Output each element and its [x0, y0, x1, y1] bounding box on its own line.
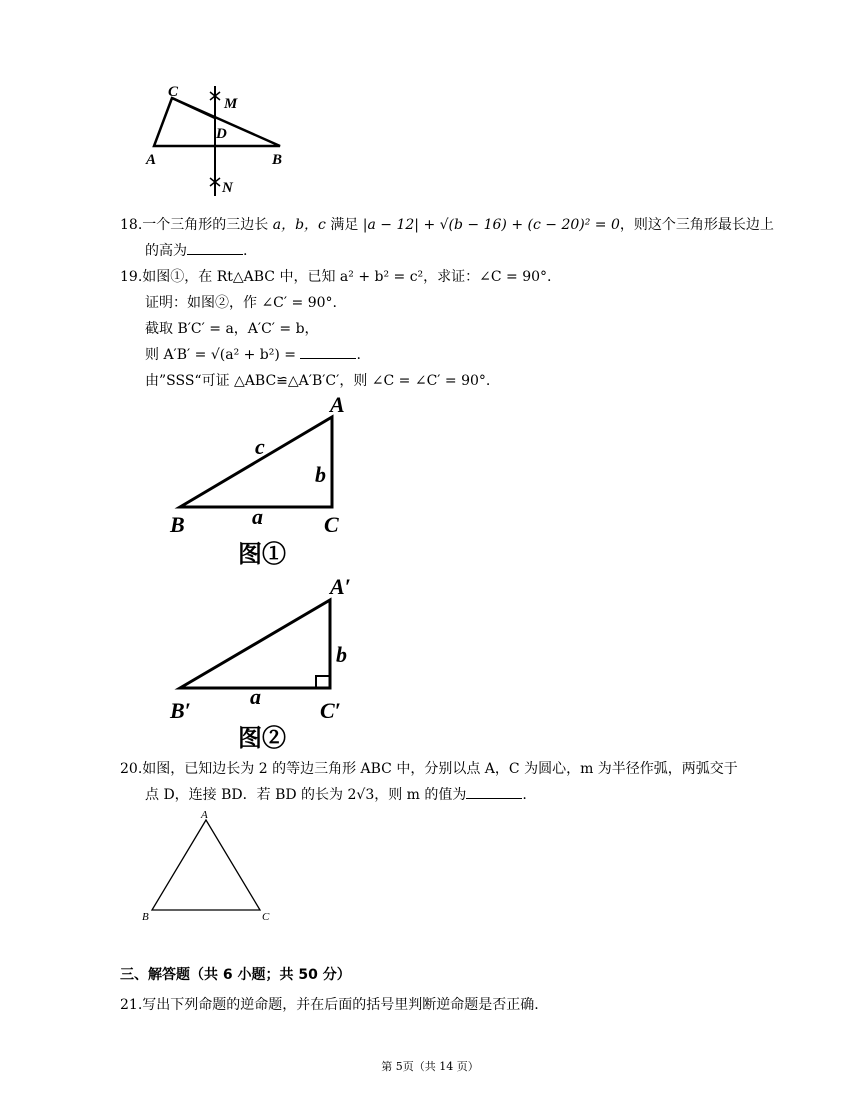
fig1-triangle [180, 417, 332, 507]
fig2-caption: 图② [238, 726, 286, 752]
label-n: N [222, 180, 233, 196]
q18-text-post: ，则这个三角形最长边上 [619, 217, 774, 233]
figure-equilateral-triangle [138, 806, 288, 926]
q18-text-pre: 一个三角形的三边长 [142, 217, 269, 233]
q19-line2: 证明：如图②，作 ∠C′ = 90°. [145, 295, 337, 311]
q20-line1 [120, 760, 738, 778]
fig2-right-angle-mark [316, 676, 330, 688]
q19-text-line1: 如图①，在 Rt△ABC 中，已知 a² + b² = c²，求证：∠C = 90°. [142, 269, 552, 285]
segment-cd [172, 98, 215, 118]
fig1-side-c: c [255, 434, 265, 459]
label-b: B [272, 152, 283, 168]
fig2-vertex-b: B′ [170, 698, 191, 723]
fig1-caption: 图① [238, 542, 286, 568]
fig2-vertex-a: A′ [330, 574, 351, 599]
fig2-side-a: a [250, 684, 261, 709]
q19-text-line4: 则 A′B′ = √(a² + b²) = [145, 347, 297, 363]
q18-number: 18. [120, 217, 143, 233]
q19-answer-blank[interactable] [300, 346, 356, 359]
label-d: D [216, 126, 227, 142]
figure-2-triangle [160, 570, 360, 760]
fig2-side-b: b [336, 642, 347, 667]
q20-period: . [522, 787, 527, 803]
q20-text-line1: 如图，已知边长为 2 的等边三角形 ABC 中，分别以点 A，C 为圆心，m 为半径作弧，两弧交于 [142, 761, 738, 777]
fig1-side-b: b [315, 462, 326, 487]
q21-text: 写出下列命题的逆命题，并在后面的括号里判断逆命题是否正确. [142, 997, 539, 1013]
fig1-side-a: a [252, 504, 263, 529]
q20-answer-blank[interactable] [466, 786, 522, 799]
q18-answer-blank[interactable] [187, 242, 243, 255]
section-3-heading: 三、解答题（共 6 小题；共 50 分） [120, 967, 351, 983]
page-footer: 第 5页（共 14 页） [381, 1060, 479, 1073]
q19-period: . [356, 347, 361, 363]
fig2-vertex-c: C′ [320, 698, 341, 723]
q21-line1 [120, 996, 539, 1014]
fig1-vertex-a: A [330, 392, 345, 417]
fig3-label-a: A [201, 809, 208, 821]
fig1-vertex-b: B [170, 512, 185, 537]
figure-1-triangle [160, 392, 360, 572]
q18-text-line2: 的高为 [145, 243, 187, 259]
fig3-label-b: B [142, 911, 149, 923]
q18-vars: a，b，c [272, 217, 326, 233]
q19-number: 19. [120, 269, 143, 285]
triangle-abc-equilateral [152, 820, 260, 910]
fig1-vertex-c: C [324, 512, 339, 537]
q19-line3: 截取 B′C′ = a，A′C′ = b， [145, 321, 319, 337]
label-a: A [146, 152, 157, 168]
figure-perpendicular-bisector [140, 80, 300, 200]
q18-period: . [243, 243, 248, 259]
fig2-triangle [180, 600, 330, 688]
label-c: C [168, 84, 179, 100]
q21-number: 21. [120, 997, 143, 1013]
q18-text-mid: 满足 [330, 217, 359, 233]
q20-number: 20. [120, 761, 143, 777]
q19-line1 [120, 268, 552, 286]
fig3-label-c: C [262, 911, 270, 923]
label-m: M [224, 96, 238, 112]
q18-line1 [120, 216, 774, 234]
q20-line2 [145, 786, 527, 804]
q18-line2 [145, 242, 247, 260]
q18-equation: |a − 12| + √(b − 16) + (c − 20)² = 0 [362, 217, 620, 233]
q19-line4 [145, 346, 361, 364]
q19-line5: 由”SSS“可证 △ABC≌△A′B′C′，则 ∠C = ∠C′ = 90°. [145, 373, 491, 389]
q20-text-line2: 点 D，连接 BD．若 BD 的长为 2√3，则 m 的值为 [145, 787, 467, 803]
